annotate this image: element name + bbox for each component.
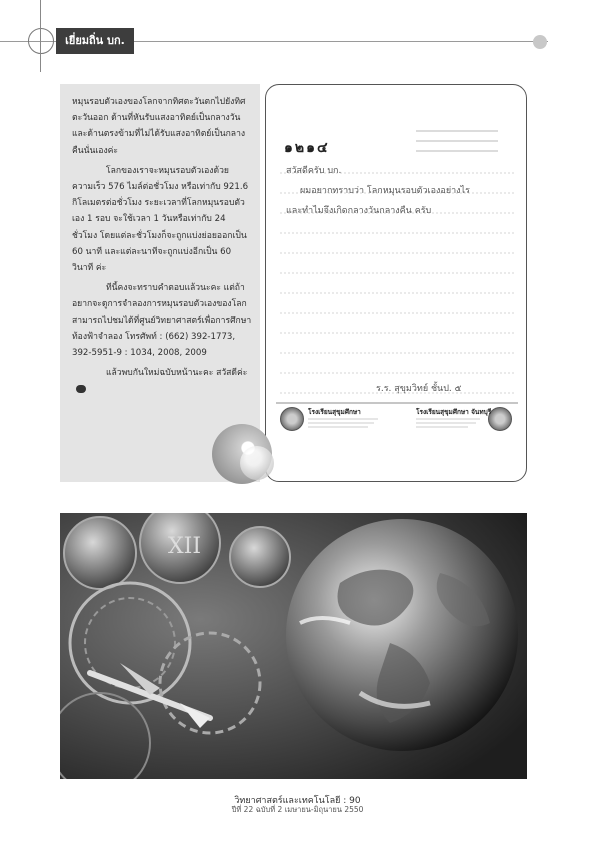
page-header [0, 28, 548, 56]
school-logo-left-icon [280, 407, 304, 431]
header-vertical-rule [40, 0, 41, 72]
svg-text:XII: XII [168, 534, 202, 559]
handwritten-signature: ร.ร. สุขุมวิทย์ ชั้นป. ๕ [376, 384, 462, 394]
clockwork-earth-illustration [60, 513, 527, 779]
end-mark-icon [76, 385, 86, 393]
letter-number-stamp: ๑๒๑๔ [284, 140, 330, 156]
handwritten-line-1: สวัสดีครับ บก. [286, 166, 342, 176]
section-label: เยี่ยมถิ่น บก. [56, 28, 134, 54]
decor-circle-small [240, 446, 274, 480]
handwritten-line-2: ผมอยากทราบว่า โลกหมุนรอบตัวเองอย่างไร [300, 186, 470, 196]
reader-letter [265, 84, 527, 482]
answer-paragraph-1: หมุนรอบตัวเองของโลกจากทิศตะวันตกไปยังทิศตะวันออก ด้านที่หันรับแสงอาทิตย์เป็นกลางวัน และด้านตรงข้ามที่ไม่ได้รับแสงอาทิตย์เป็นกลางคืนนั่นเองค่ะ [72, 97, 246, 156]
school-name-right: โรงเรียนสุขุมศึกษา จันทบุรี [416, 408, 492, 416]
handwritten-line-3: และทำไมจึงเกิดกลางวันกลางคืน ครับ [286, 206, 432, 216]
answer-paragraph-4: แล้วพบกันใหม่ฉบับหน้านะคะ สวัสดีค่ะ [72, 365, 252, 397]
school-address-lines [308, 417, 508, 437]
answer-column [60, 84, 260, 482]
answer-paragraph-3: ทีนี้คงจะทราบคำตอบแล้วนะคะ แต่ถ้าอยากจะดูการจำลองการหมุนรอบตัวเองของโลก สามารถไปชมได้ที่ศูนย์วิทยาศาสตร์เพื่อการศึกษาท้องฟ้าจำลอง โทรศัพท์ : (662) 392-1773, 392-5951-9 : 1034, 2008, 2009 [72, 283, 252, 359]
header-dot-ornament [533, 35, 547, 49]
school-name-left: โรงเรียนสุขุมศึกษา [308, 408, 361, 416]
answer-paragraph-2: โลกของเราจะหมุนรอบตัวเองด้วยความเร็ว 576 ไมล์ต่อชั่วโมง หรือเท่ากับ 921.6 กิโลเมตรต่อชั่วโมง ระยะเวลาที่โลกหมุนรอบตัวเอง 1 รอบ จะใช้เวลา 1 วันหรือเท่ากับ 24 ชั่วโมง โดยแต่ละชั่วโมงก็จะถูกแบ่งย่อยออกเป็น 60 นาที และแต่ละนาทีจะถูกแบ่งอีกเป็น 60 วินาที ค่ะ [72, 165, 249, 274]
illustration-svg [60, 513, 527, 779]
header-circle-ornament [28, 28, 54, 54]
footer-magazine-title: วิทยาศาสตร์และเทคโนโลยี : 90 [234, 796, 361, 806]
footer-issue-info: ปีที่ 22 ฉบับที่ 2 เมษายน-มิถุนายน 2550 [231, 805, 364, 814]
